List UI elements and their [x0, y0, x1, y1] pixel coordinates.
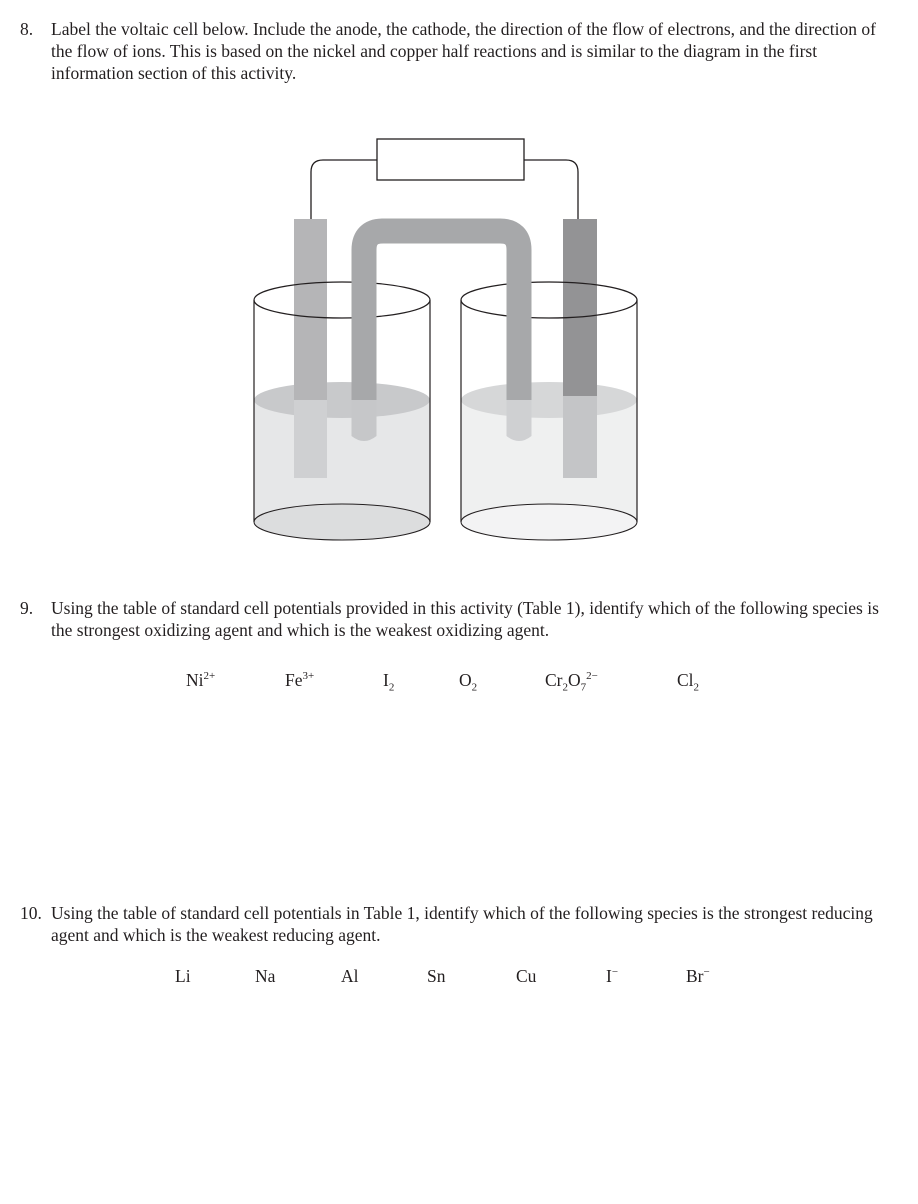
left-solution-body	[254, 400, 430, 540]
right-beaker-rim	[461, 282, 637, 318]
right-solution-body	[461, 400, 637, 540]
left-solution-surface	[254, 382, 430, 418]
question-10-text: Using the table of standard cell potentials in Table 1, identify which of the following species is the strongest reducing agent and which is the weakest reducing agent.	[51, 903, 873, 945]
salt-bridge-right-submerged	[507, 400, 532, 441]
species-cr2o7: $Cr_2O_7^{2-}$	[545, 670, 598, 694]
question-10	[20, 902, 880, 946]
right-electrode-submerged	[563, 396, 597, 478]
right-solution-surface	[461, 382, 637, 418]
species-ni2plus: $Ni^{2+}$	[186, 670, 216, 690]
voltmeter-box	[377, 139, 524, 180]
salt-bridge-tube	[364, 231, 519, 400]
left-beaker	[254, 219, 430, 540]
salt-bridge	[352, 231, 532, 441]
question-9-number: 9.	[20, 598, 34, 618]
question-9	[20, 597, 880, 641]
species-cu: Cu	[516, 966, 537, 986]
species-na: Na	[255, 966, 276, 986]
species-o2: $O_2$	[459, 670, 478, 694]
question-8-text: Label the voltaic cell below. Include the anode, the cathode, the direction of the flow of electrons, and the direction of the flow of ions. This is based on the nickel and copper half reactions and is similar to the diagram in the first information section of this activity.	[51, 19, 876, 83]
wire-left	[311, 160, 377, 222]
left-electrode	[294, 219, 327, 400]
left-beaker-bottom	[254, 504, 430, 540]
species-iodide: I−	[606, 966, 619, 986]
right-beaker	[461, 219, 637, 540]
species-cl2: $Cl_2$	[677, 670, 700, 694]
species-al: Al	[341, 966, 359, 986]
question-8	[20, 18, 880, 84]
reducing-species-list	[0, 966, 918, 996]
left-electrode-submerged	[294, 400, 327, 478]
species-i2: $I_2$	[383, 670, 395, 694]
salt-bridge-left-submerged	[352, 400, 377, 441]
species-sn: Sn	[427, 966, 446, 986]
wire-right	[524, 160, 578, 222]
question-9-text: Using the table of standard cell potentials provided in this activity (Table 1), identify which of the following species is the strongest oxidizing agent and which is the weakest oxidizing agent.	[51, 598, 879, 640]
species-bromide: Br−	[686, 966, 710, 986]
right-beaker-bottom	[461, 504, 637, 540]
species-li: Li	[175, 966, 191, 986]
question-8-number: 8.	[20, 19, 34, 39]
oxidizing-species-list	[0, 670, 918, 700]
right-electrode	[563, 219, 597, 396]
question-10-number: 10.	[20, 903, 42, 923]
species-fe3plus: $Fe^{3+}$	[285, 670, 315, 690]
left-beaker-rim	[254, 282, 430, 318]
